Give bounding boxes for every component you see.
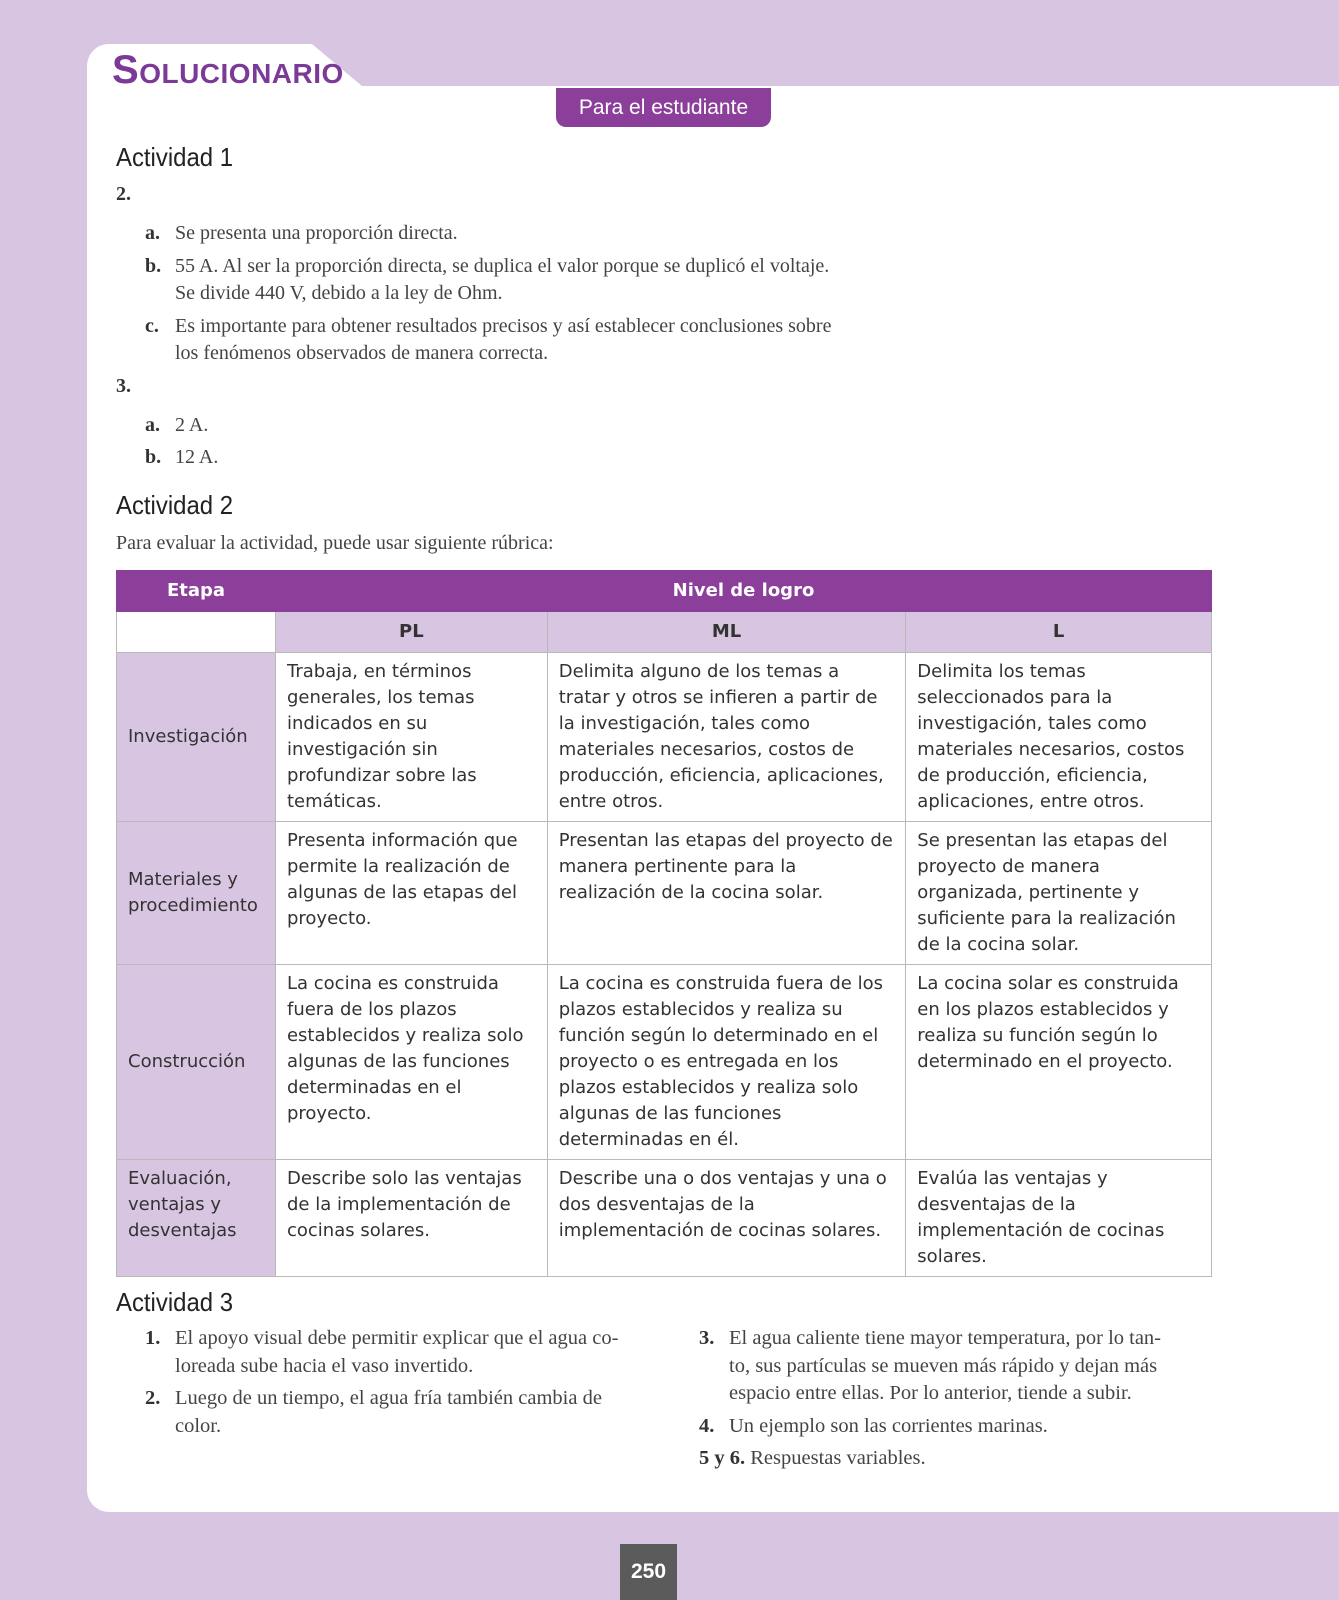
answer-2a: a. Se presenta una proporción directa.	[145, 222, 458, 244]
header-l: L	[906, 612, 1212, 653]
l-cell: Se presentan las etapas del proyecto de manera organizada, pertinente y suficiente para la realización de la cocina solar.	[906, 822, 1212, 965]
l-cell: La cocina solar es construida en los plazos establecidos y realiza su función según lo determinado en el proyecto.	[906, 965, 1212, 1160]
l-cell: Evalúa las ventajas y desventajas de la implementación de cocinas solares.	[906, 1160, 1212, 1277]
stage-cell: Materiales y procedimiento	[117, 822, 276, 965]
header-pl: PL	[275, 612, 547, 653]
ml-cell: Describe una o dos ventajas y una o dos desventajas de la implementación de cocinas solares.	[547, 1160, 906, 1277]
para-el-estudiante-badge: Para el estudiante	[556, 88, 771, 127]
table-row	[117, 1160, 1212, 1277]
answer-act3-2: 2. Luego de un tiempo, el agua fría también cambia de color.	[145, 1387, 602, 1437]
ml-cell: Presentan las etapas del proyecto de manera pertinente para la realización de la cocina solar.	[547, 822, 906, 965]
ml-cell: La cocina es construida fuera de los plazos establecidos y realiza su función según lo determinado en el proyecto o es entregada en los plazos establecidos y realiza solo algunas de las funciones determinadas en él.	[547, 965, 906, 1160]
answer-act3-3: 3. El agua caliente tiene mayor temperatura, por lo tan- to, sus partículas se mueven más rápido y dejan más espacio entre ellas. Por lo anterior, tiende a subir.	[699, 1327, 1162, 1404]
question-3-number: 3.	[116, 375, 131, 397]
actividad-1-heading: Actividad 1	[116, 142, 234, 172]
stage-cell: Investigación	[117, 653, 276, 822]
answer-act3-1: 1. El apoyo visual debe permitir explicar que el agua co- loreada sube hacia el vaso invertido.	[145, 1327, 619, 1377]
pl-cell: Describe solo las ventajas de la implementación de cocinas solares.	[275, 1160, 547, 1277]
rubric-intro: Para evaluar la actividad, puede usar siguiente rúbrica:	[116, 532, 554, 554]
answer-3b: b. 12 A.	[145, 446, 219, 468]
header-ml: ML	[547, 612, 906, 653]
question-2-number: 2.	[116, 183, 131, 205]
header-blank-cell	[117, 612, 276, 653]
stage-cell: Construcción	[117, 965, 276, 1160]
table-row	[117, 653, 1212, 822]
solucionario-title: SOLUCIONARIO	[112, 48, 344, 92]
table-row	[117, 965, 1212, 1160]
pl-cell: Trabaja, en términos generales, los temas indicados en su investigación sin profundizar sobre las temáticas.	[275, 653, 547, 822]
answer-act3-4: 4. Un ejemplo son las corrientes marinas.	[699, 1415, 1048, 1437]
header-nivel-de-logro: Nivel de logro	[275, 571, 1211, 612]
page-number: 250	[620, 1544, 677, 1600]
answer-2b: b. 55 A. Al ser la proporción directa, se duplica el valor porque se duplicó el voltaje. Se divide 440 V, debido a la ley de Ohm.	[145, 255, 830, 304]
pl-cell: La cocina es construida fuera de los plazos establecidos y realiza solo algunas de las funciones determinadas en el proyecto.	[275, 965, 547, 1160]
answer-act3-5-6: 5 y 6. Respuestas variables.	[699, 1447, 926, 1469]
actividad-3-heading: Actividad 3	[116, 1287, 234, 1317]
pl-cell: Presenta información que permite la realización de algunas de las etapas del proyecto.	[275, 822, 547, 965]
stage-cell: Evaluación, ventajas y desventajas	[117, 1160, 276, 1277]
rubric-table	[116, 570, 1212, 1277]
l-cell: Delimita los temas seleccionados para la investigación, tales como materiales necesarios, costos de producción, eficiencia, aplicaciones, entre otros.	[906, 653, 1212, 822]
answer-2c: c. Es importante para obtener resultados precisos y así establecer conclusiones sobre los fenómenos observados de manera correcta.	[145, 315, 832, 364]
ml-cell: Delimita alguno de los temas a tratar y otros se infieren a partir de la investigación, tales como materiales necesarios, costos de producción, eficiencia, aplicaciones, entre otros.	[547, 653, 906, 822]
answer-3a: a. 2 A.	[145, 414, 209, 436]
table-row	[117, 822, 1212, 965]
header-etapa: Etapa	[117, 571, 276, 612]
actividad-2-heading: Actividad 2	[116, 490, 234, 520]
